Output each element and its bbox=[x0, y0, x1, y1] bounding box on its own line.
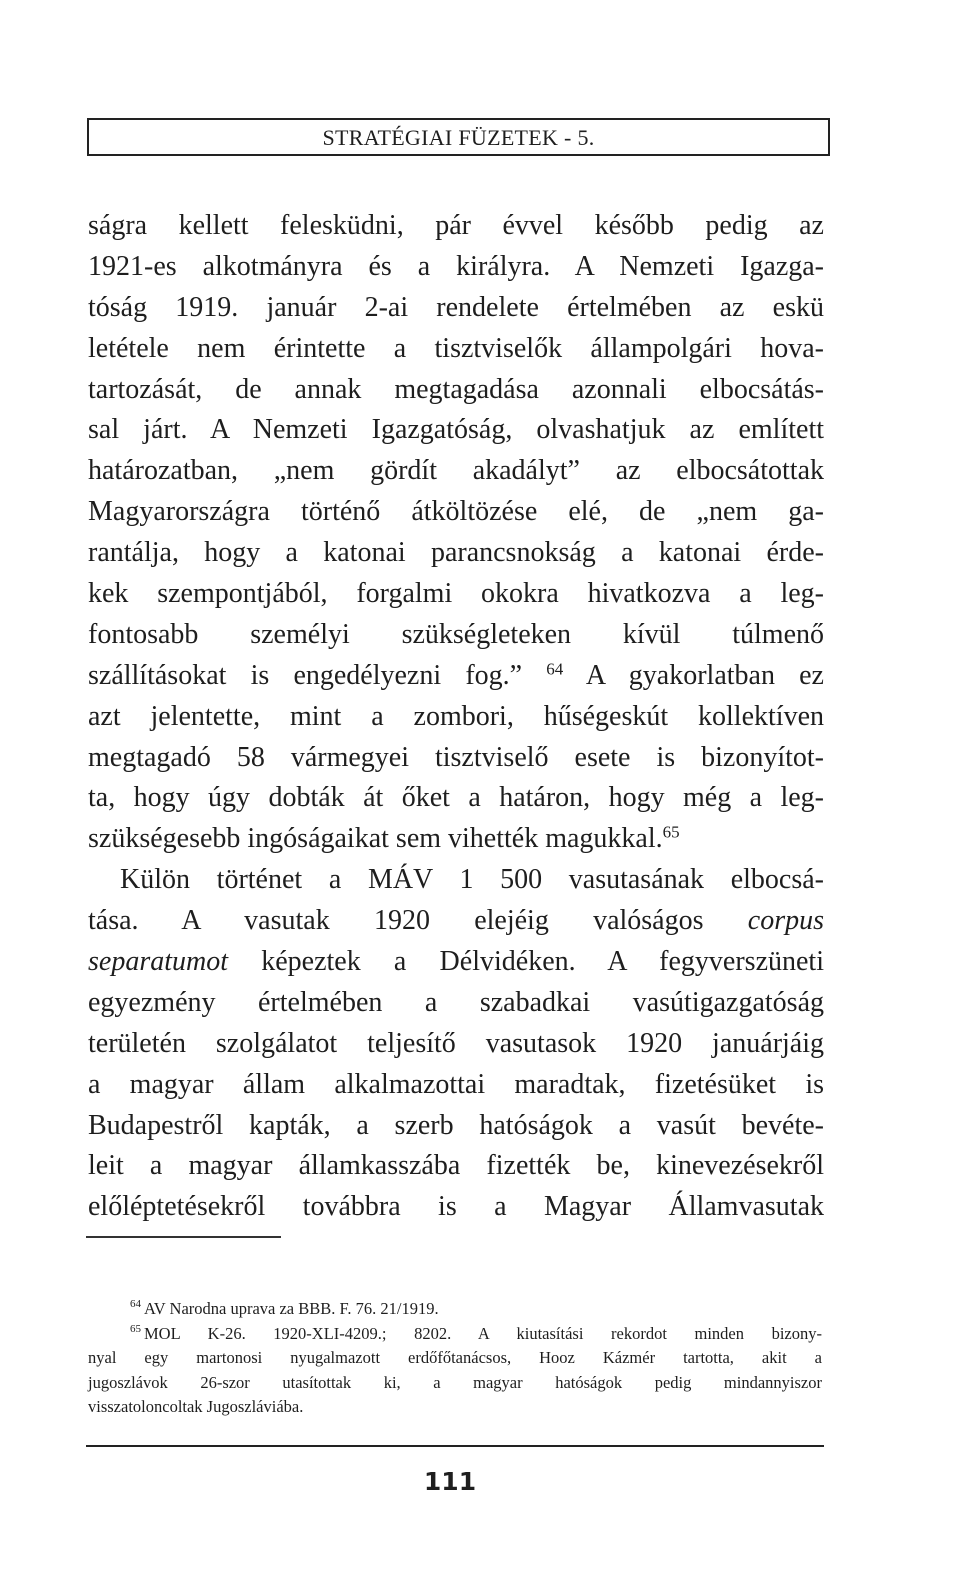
running-title: STRATÉGIAI FÜZETEK - 5. bbox=[322, 125, 595, 150]
footnote-number: 64 bbox=[130, 1298, 141, 1311]
footnote-text: AV Narodna uprava za BBB. F. 76. 21/1919. bbox=[144, 1299, 439, 1318]
text-line: kek szempontjából, forgalmi okokra hivatkozva a leg- bbox=[88, 578, 824, 610]
text-line: Magyarországra történő átköltözése elé, de „nem ga- bbox=[88, 496, 824, 528]
text-line: határozatban, „nem gördít akadályt” az elbocsátottak bbox=[88, 455, 824, 487]
text-line: sal járt. A Nemzeti Igazgatóság, olvashatjuk az említett bbox=[88, 414, 824, 446]
text-line: tartozását, de annak megtagadása azonnali elbocsátás- bbox=[88, 373, 824, 405]
text-line: 1921-es alkotmányra és a királyra. A Nemzeti Igazga- bbox=[88, 250, 824, 282]
footnote-65 bbox=[88, 1322, 822, 1347]
italic-term: separatumot bbox=[88, 946, 228, 978]
text-segment: szállításokat is engedélyezni fog.” bbox=[88, 659, 523, 691]
text-line-with-italic bbox=[88, 901, 824, 942]
text-line: területén szolgálatot teljesítő vasutasok 1920 januárjáig bbox=[88, 1027, 824, 1059]
text-line: tóság 1919. január 2-ai rendelete értelmében az eskü bbox=[88, 291, 824, 323]
page-number: 111 bbox=[423, 1467, 477, 1496]
footnote-line: nyal egy martonosi nyugalmazott erdőfőtanácsos, Hooz Kázmér tartotta, akit a bbox=[88, 1348, 822, 1367]
text-line: egyezmény értelmében a szabadkai vasútigazgatóság bbox=[88, 986, 824, 1018]
text-line-with-ref-65 bbox=[88, 819, 824, 860]
italic-term: corpus bbox=[747, 905, 825, 937]
footnote-ref-65[interactable]: 65 bbox=[662, 823, 680, 843]
text-line: letétele nem érintette a tisztviselők állampolgári hova- bbox=[88, 332, 824, 364]
footnote-64 bbox=[88, 1297, 822, 1322]
text-line: Külön történet a MÁV 1 500 vasutasának elbocsá- bbox=[120, 864, 824, 896]
text-line: ta, hogy úgy dobták át őket a határon, hogy még a leg- bbox=[88, 782, 824, 814]
text-line: a magyar állam alkalmazottai maradtak, fizetésüket is bbox=[88, 1068, 824, 1100]
footnote-number: 65 bbox=[130, 1322, 141, 1335]
bottom-rule bbox=[86, 1445, 824, 1447]
text-line-with-ref-64 bbox=[88, 656, 824, 697]
running-header bbox=[87, 118, 830, 156]
text-line: leit a magyar államkasszába fizették be, kinevezésekről bbox=[88, 1150, 824, 1182]
text-line: előléptetésekről továbbra is a Magyar Államvasutak bbox=[88, 1191, 824, 1223]
text-segment: A gyakorlatban ez bbox=[585, 659, 824, 691]
text-line: ságra kellett felesküdni, pár évvel később pedig az bbox=[88, 210, 824, 241]
text-segment: képeztek a Délvidéken. A fegyverszüneti bbox=[261, 946, 824, 978]
text-line-with-italic bbox=[88, 942, 824, 983]
footnotes bbox=[88, 1297, 822, 1420]
footnote-ref-64[interactable]: 64 bbox=[546, 659, 564, 679]
footnote-text: MOL K-26. 1920-XLI-4209.; 8202. A kiutasítási rekordot minden bizony- bbox=[144, 1323, 822, 1343]
text-line: megtagadó 58 vármegyei tisztviselő esete is bizonyítot- bbox=[88, 741, 824, 773]
footnote-separator bbox=[86, 1236, 281, 1238]
text-segment: szükségesebb ingóságaikat sem vihették magukkal. bbox=[88, 823, 663, 855]
text-line: Budapestről kapták, a szerb hatóságok a vasút bevéte- bbox=[88, 1109, 824, 1141]
text-line: fontosabb személyi szükségleteken kívül túlmenő bbox=[88, 618, 824, 650]
footnote-line: jugoszlávok 26-szor utasítottak ki, a magyar hatóságok pedig mindannyiszor bbox=[88, 1372, 822, 1392]
main-text bbox=[88, 206, 824, 1228]
text-line: rantálja, hogy a katonai parancsnokság a katonai érde- bbox=[88, 537, 824, 569]
text-segment: tása. A vasutak 1920 elejéig valóságos bbox=[88, 905, 704, 937]
text-line: azt jelentette, mint a zombori, hűségeskút kollektíven bbox=[88, 700, 824, 732]
footnote-line: visszatoloncoltak Jugoszláviába. bbox=[88, 1397, 304, 1416]
